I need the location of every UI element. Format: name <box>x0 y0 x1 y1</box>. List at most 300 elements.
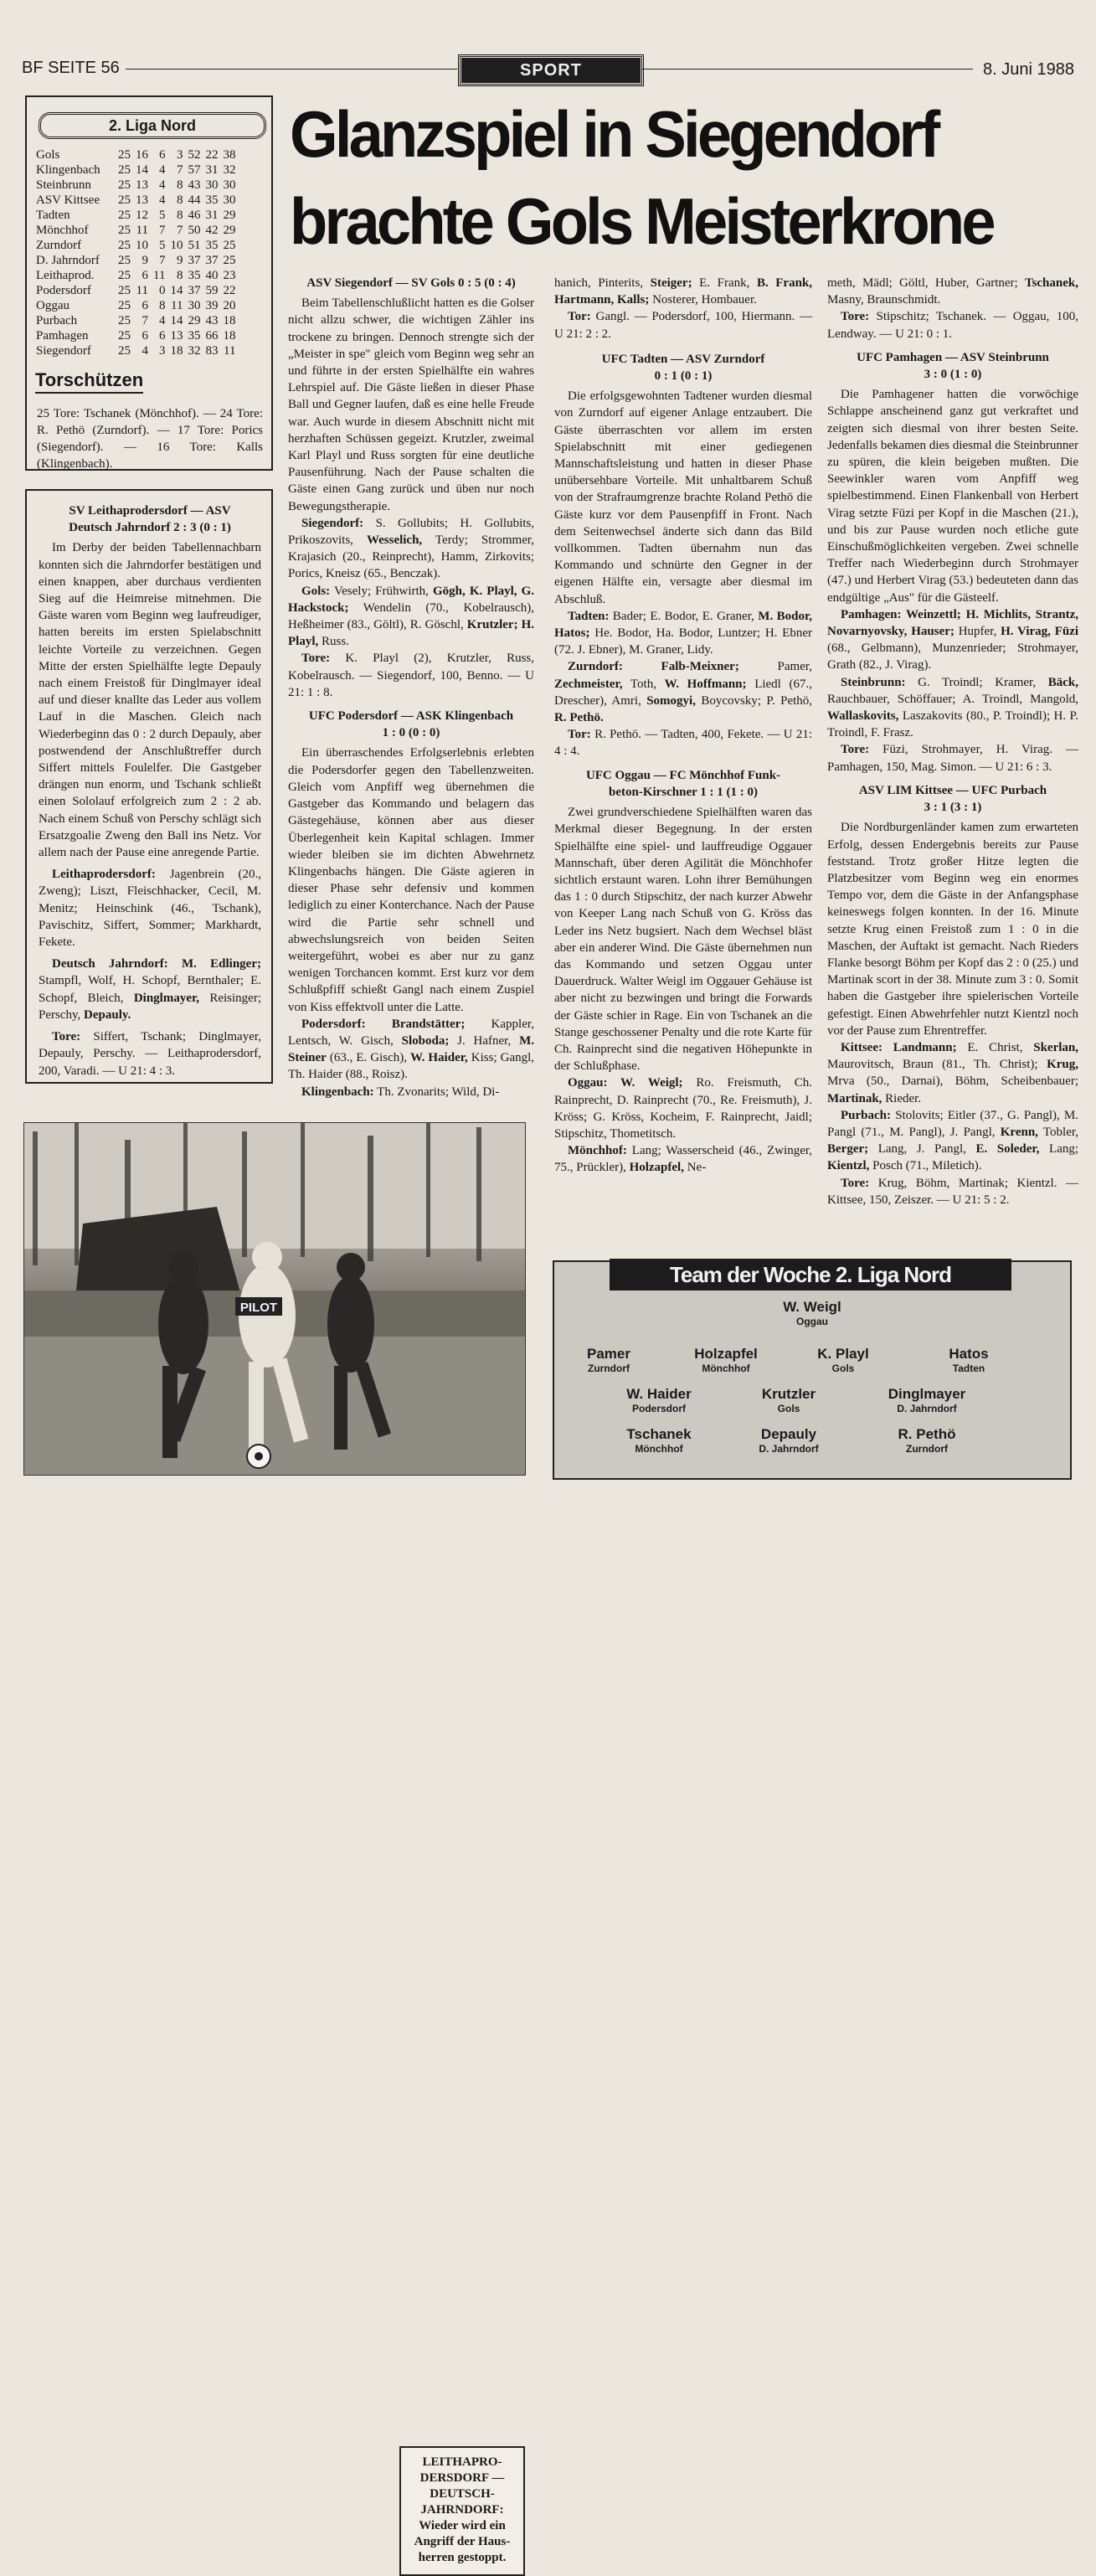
stat-value: 16 <box>136 148 148 162</box>
standings-box <box>25 95 273 471</box>
player-club: Zurndorf <box>588 1363 630 1374</box>
standings-row <box>33 328 238 343</box>
report-heading: Deutsch Jahrndorf 2 : 3 (0 : 1) <box>69 521 231 535</box>
caption-line: LEITHAPRO- <box>422 2455 502 2469</box>
report-heading: SV Leithaprodersdorf — ASV <box>69 504 231 518</box>
stat-value: 11 <box>136 224 148 237</box>
lineup-label: Siegendorf: <box>301 516 364 530</box>
report-heading: 0 : 1 (0 : 1) <box>654 369 713 384</box>
lineup-bold: Steiger; <box>650 276 692 290</box>
lineup-bold: Wallaskovits, <box>827 709 899 724</box>
stat-value: 66 <box>205 329 219 343</box>
stat-value: 6 <box>142 299 148 312</box>
stat-value: 39 <box>205 299 219 312</box>
team-name: Klingenbach <box>36 163 100 177</box>
lineup-text: E. Frank, <box>699 276 750 290</box>
stat-value: 25 <box>118 148 131 162</box>
player-club: Mönchhof <box>702 1363 750 1374</box>
goals-text: Stipschitz; Tschanek. — Oggau, 100, Lendway. — U 21: 0 : 1. <box>827 310 1079 341</box>
stat-value: 7 <box>176 163 183 177</box>
team-player <box>780 1346 906 1374</box>
team-name: Steinbrunn <box>36 178 91 192</box>
lineup-text: Th. Zvonarits; Wild, Di- <box>377 1084 500 1099</box>
report-heading: 3 : 1 (3 : 1) <box>924 801 982 815</box>
stat-value: 14 <box>136 163 148 177</box>
team-name: Siegendorf <box>36 344 91 358</box>
caption-line: JAHRNDORF: <box>420 2503 504 2517</box>
lineup-text: Liedl (67., Drescher), Amri, <box>554 677 813 708</box>
player-name: K. Playl <box>817 1346 869 1362</box>
standings-table <box>33 147 238 358</box>
lineup-bold: M. Bodor, Hatos; <box>554 609 813 641</box>
team-player <box>546 1346 671 1374</box>
player-club: Gols <box>831 1363 855 1374</box>
team-player <box>906 1346 1032 1374</box>
player-club: Oggau <box>796 1316 828 1327</box>
standings-row <box>33 208 238 223</box>
lineup-bold: Kientzl, <box>827 1159 870 1173</box>
lineup-text: Terdy; Strommer, Krajasich (20., Reinprecht), Hamm, Zirkovits; Porics, Kneisz (65., Benczak). <box>288 533 534 581</box>
lineup-text: Rauchbauer, Schöffauer; A. Troindl, Mangold, <box>827 692 1078 706</box>
stat-value: 50 <box>188 224 201 237</box>
caption-line: DERSDORF — <box>419 2471 505 2485</box>
player-name: Pamer <box>587 1346 630 1362</box>
player-club: Podersdorf <box>631 1403 686 1414</box>
report-text: Ein überraschendes Erfolgserlebnis erlebten die Podersdorfer gegen den Tabellenzweiten. Gleich vom Anpfiff weg übernehmen die Gastgeber das Kommando und belagern das Gästegehäuse, können aber aus dieser Überlegenheit kein Kapital schlagen. Immer wieder bleiben sie im dichten Abwehrnetz Klingenbachs hängen. Die Gäste agieren in dieser Phase sehr defensiv und kommen lediglich zu einer Konterchance. Nach der Pause wird die Partie sehr schnell und abwechslungsreich von beiden Seiten weitergeführt, wobei es aber nur zu ganz wenigen Torchancen kommt. Erst kurz vor dem Schlußpfiff schießt Gangl nach einem Zuspiel von Kiss effektvoll unter die Latte. <box>288 746 534 1014</box>
lineup-bold: Bäck, <box>1047 675 1079 689</box>
standings-row <box>33 343 238 358</box>
lineup-text: Mrva (50., Darnai), Böhm, Scheibenbauer; <box>827 1074 1078 1089</box>
report-heading: ASV Siegendorf — SV Gols 0 : 5 (0 : 4) <box>306 276 516 290</box>
goals-label: Tore: <box>841 310 870 324</box>
stat-value: 5 <box>158 239 166 252</box>
lineup-label: Deutsch Jahrndorf: M. Edlinger; <box>52 957 261 971</box>
stat-value: 29 <box>223 209 236 222</box>
caption-line: herren gestoppt. <box>418 2551 507 2564</box>
stat-value: 22 <box>205 148 219 162</box>
lineup-bold: Berger; <box>827 1142 869 1157</box>
stat-value: 9 <box>176 254 183 267</box>
team-player <box>749 1299 875 1327</box>
team-title: Team der Woche 2. Liga Nord <box>610 1259 1011 1291</box>
goals-text: Krug, Böhm, Martinak; Kientzl. — Kittsee, 150, Zeiszer. — U 21: 5 : 2. <box>827 1176 1078 1207</box>
goals-label: Tore: <box>52 1030 81 1044</box>
report-heading: UFC Podersdorf — ASK Klingenbach <box>308 709 514 724</box>
standings-row <box>33 223 238 238</box>
lineup-text: Pamer, <box>777 660 813 674</box>
lineup-text: Stampfl, Wolf, H. Schopf, Bernthaler; E. Schopf, Bleich, <box>39 974 261 1005</box>
lineup-text: He. Bodor, Ha. Bodor, Luntzer; H. Ebner (72. J. Ebner), M. Graner, Lidy. <box>554 626 812 657</box>
stat-value: 25 <box>118 254 131 267</box>
standings-row <box>33 162 238 178</box>
stat-value: 37 <box>205 254 219 267</box>
stat-value: 29 <box>188 314 201 327</box>
goals-text: Gangl. — Podersdorf, 100, Hiermann. — U 21: 2 : 2. <box>554 310 813 341</box>
lineup-bold: B. Frank, Hartmann, Kalls; <box>554 276 813 307</box>
stat-value: 3 <box>176 148 183 162</box>
player-club: Zurndorf <box>906 1443 948 1455</box>
stat-value: 31 <box>205 209 219 222</box>
header-rule-left <box>126 69 457 70</box>
report-leitha <box>39 499 261 1079</box>
stat-value: 83 <box>205 344 219 358</box>
column-3 <box>554 275 812 1177</box>
lineup-bold: E. Soleder, <box>975 1142 1040 1157</box>
lineup-bold: W. Hoffmann; <box>664 677 747 691</box>
jersey-sponsor: PILOT <box>239 1301 278 1315</box>
report-heading: UFC Pamhagen — ASV Steinbrunn <box>857 350 1049 364</box>
stat-value: 25 <box>118 329 131 343</box>
lineup-text: Stolovits; Eitler (37., G. Pangl), M. Pangl (71., M. Pangl), J. Pangl, <box>827 1108 1078 1139</box>
headline-line-1: Glanzspiel in Siegendorf <box>290 97 938 171</box>
goals-label: Tore: <box>841 743 870 757</box>
photo-caption <box>399 2446 525 2576</box>
standings-row <box>33 283 238 298</box>
lineup-label: Oggau: W. Weigl; <box>568 1076 683 1090</box>
team-name: D. Jahrndorf <box>36 254 100 267</box>
stat-value: 31 <box>205 163 219 177</box>
standings-row <box>33 238 238 253</box>
stat-value: 22 <box>223 284 236 297</box>
stat-value: 35 <box>205 239 219 252</box>
stat-value: 14 <box>170 314 183 327</box>
team-player <box>726 1386 852 1414</box>
team-of-the-week <box>553 1260 1072 1480</box>
stat-value: 13 <box>136 178 148 192</box>
stat-value: 25 <box>118 239 131 252</box>
stat-value: 7 <box>158 254 166 267</box>
player-name: W. Weigl <box>783 1299 841 1315</box>
stat-value: 25 <box>118 224 131 237</box>
team-player <box>596 1386 722 1414</box>
player-name: Krutzler <box>761 1386 816 1402</box>
lineup-text: (68., Gelbmann), Munzenrieder; Strohmayer, Grath (82., J. Virag). <box>827 641 1078 672</box>
report-text: Die Nordburgenländer kamen zum erwarteten Erfolg, dessen Endergebnis bereits zur Pause feststand. Trotz großer Hitze legten die Platzbesitzer vom Beginn weg ein enormes Tempo vor, dem die Gäste in der Anfangsphase keineswegs folgen konnten. In der 16. Minute setzte Krug einen Freistoß zum 1 : 0 in die Maschen, der Auftakt ist gemacht. Nach Rieders Flanke besorgt Böhm per Kopf das 2 : 0 (25.) und Martinak scort in der 38. Minute zum 3 : 0. Somit haben die Gastgeber ihre spielerischen Vorteile gefestigt. Einen Abwehrfehler nutzt Kientzl noch vor der Pause zum Ehrentreffer. <box>827 821 1078 1038</box>
lineup-text: Ne- <box>687 1161 707 1175</box>
caption-line: DEUTSCH- <box>430 2487 495 2501</box>
lineup-bold: Tschanek, <box>1024 276 1078 290</box>
stat-value: 0 <box>158 284 166 297</box>
stat-value: 6 <box>142 329 148 343</box>
stat-value: 11 <box>171 299 183 312</box>
stat-value: 32 <box>188 344 201 358</box>
report-heading: 3 : 0 (1 : 0) <box>924 368 982 382</box>
stat-value: 10 <box>170 239 183 252</box>
stat-value: 25 <box>118 284 131 297</box>
lineup-bold: Somogyi, <box>646 693 696 708</box>
stat-value: 44 <box>188 193 201 207</box>
caption-line: Angriff der Haus- <box>414 2535 511 2548</box>
lineup-bold: H. Virag, Füzi <box>1001 625 1079 639</box>
stat-value: 42 <box>205 224 219 237</box>
header-rule-right <box>641 69 973 70</box>
lineup-label: Purbach: <box>841 1108 891 1122</box>
stat-value: 7 <box>142 314 148 327</box>
stat-value: 43 <box>205 314 219 327</box>
team-player <box>864 1426 990 1455</box>
lineup-text: Hupfer, <box>958 625 997 639</box>
lineup-label: Leithaprodersdorf: <box>52 868 156 882</box>
stat-value: 9 <box>142 254 148 267</box>
lineup-label: Klingenbach: <box>301 1084 374 1099</box>
report-box-leitha <box>25 489 273 1084</box>
report-text: Beim Tabellenschlußlicht hatten es die Golser nicht allzu schwer, die wichtigen Zähler ins trockene zu bringen. Dennoch strengte sich der „Meister in spe" gleich vom Beginn weg sehr an und führte in der ersten Spielhälfte ein wahres Lehrspiel auf. Die Gäste ließen in dieser Phase Ball und Gegner laufen, daß es eine helle Freude war. Auch wurde in diesem Abschnitt nicht mit herzhaften Schüssen gegeizt. Krutzler, zweimal Karl Playl und Russ sorgten für eine deutliche Pausenführung. Nach der Pause schalten die Gäste einen Gang zurück und üben nur noch Bewegungstherapie. <box>288 296 534 513</box>
stat-value: 38 <box>223 148 236 162</box>
lineup-bold: Zechmeister, <box>554 677 623 691</box>
stat-value: 10 <box>136 239 148 252</box>
report-heading: beton-Kirschner 1 : 1 (1 : 0) <box>608 785 759 799</box>
lineup-label: Zurndorf: <box>568 660 623 674</box>
lineup-text: Toth, <box>630 677 656 691</box>
stat-value: 6 <box>158 329 166 343</box>
lineup-text: J. Hafner, <box>457 1033 512 1048</box>
lineup-text: Lang; Wasserscheid (46., Zwinger, 75., Prückler), <box>554 1144 812 1175</box>
lineup-text: Boycovsky; P. Pethö, <box>701 693 813 708</box>
lineup-text: Nosterer, Hombauer. <box>652 293 757 307</box>
goals-text: R. Pethö. — Tadten, 400, Fekete. — U 21: 4 : 4. <box>554 728 813 759</box>
stat-value: 8 <box>176 178 183 192</box>
stat-value: 30 <box>223 193 236 207</box>
stat-value: 59 <box>205 284 219 297</box>
caption-line: Wieder wird ein <box>419 2519 506 2532</box>
standings-row <box>33 147 238 162</box>
goals-text: Siffert, Tschank; Dinglmayer, Depauly, Perschy. — Leithaprodersdorf, 200, Varadi. — U 21: 4 : 3. <box>39 1030 261 1078</box>
lineup-bold: Martinak, <box>827 1091 882 1105</box>
team-player <box>596 1426 722 1455</box>
lineup-label: Kittsee: <box>841 1040 882 1054</box>
team-name: Podersdorf <box>36 284 91 297</box>
report-text: Die erfolgsgewohnten Tadtener wurden diesmal von Zurndorf auf eigener Anlage entzaubert. Die Gäste überraschten vor allem im ersten Spielabschnitt mit einer gediegenen Mannschaftsleistung und hatten in dieser Phase unübersehbare Vorteile. Mit unhaltbarem Schuß von der Strafraumgrenze brachte Roland Pethö die Gäste kurz vor dem Pausenpfiff in Front. Nach dem Seitenwechsel änderte sich dann das Bild vollkommen. Tadten übernahm nun das Kommando und schnürte den Gegner in der eigenen Hälfte ein, versagte aber diesmal im Abschluß. <box>554 389 812 606</box>
lineup-text: Kappler, Lentsch, W. Gisch, <box>288 1017 535 1048</box>
player-club: D. Jahrndorf <box>759 1443 819 1455</box>
stat-value: 4 <box>158 193 166 207</box>
scorers-text: 25 Tore: Tschanek (Mönchhof). — 24 Tore: R. Pethö (Zurndorf). — 17 Tore: Porics (Siegendorf). — 16 Tore: Kalls (Klingenbach). <box>37 407 263 471</box>
goals-label: Tore: <box>301 652 331 666</box>
lineup-label: Pamhagen: Weinzettl; H. Michlits, Strantz, Novarnyovsky, Hauser; <box>827 607 1078 639</box>
player-club: Gols <box>777 1403 800 1414</box>
lineup-text: Maurovitsch, Braun (81., Th. Christ); <box>827 1058 1038 1072</box>
lineup-text: Bader; E. Bodor, E. Graner, <box>612 609 754 623</box>
report-text: Im Derby der beiden Tabellennachbarn konnten sich die Jahrndorfer bestätigen und einen knappen, aber durchaus verdienten Sieg auf die Heimreise mitnehmen. Die Gäste waren vom Beginn weg laufreudiger, hatten bereits im ersten Spielabschnitt leichte Vorteile zu verzeichnen. Gegen Mitte der ersten Spielhälfte legte Depauly nach einem Freistoß für Dinglmayer ideal auf und dieser knallte das Leder aus vollem Lauf in die Maschen. Gleich nach Wiederbeginn das 0 : 2 durch Depauly, aber postwendend der Anschlußtreffer durch Siffert mittels Foulelfer. Die Gastgeber drängen nun enorm, und Tschank schließt einen Sololauf erfolgreich zum 2 : 2 ab. Nach einem Schuß von Perschy schlägt sich Ersatzgoalie Zweng den Ball ins Netz. Vor allem nach der Pause eine anregende Partie. <box>39 541 261 860</box>
stat-value: 18 <box>223 329 236 343</box>
stat-value: 52 <box>188 148 201 162</box>
stat-value: 35 <box>188 329 201 343</box>
stat-value: 12 <box>136 209 148 222</box>
lineup-text: Ro. Freismuth, Ch. Rainprecht, D. Rainprecht (70., Re. Freismuth), J. Kröss; G. Kröss, Kocheim, F. Rainprecht, Jaidl; Stipschitz, Thometitsch. <box>554 1076 812 1141</box>
stat-value: 4 <box>142 344 148 358</box>
stat-value: 25 <box>223 254 236 267</box>
lineup-text: E. Christ, <box>967 1040 1023 1054</box>
stat-value: 4 <box>158 314 166 327</box>
stat-value: 20 <box>223 299 236 312</box>
goals-label: Tore: <box>841 1176 870 1190</box>
stat-value: 6 <box>158 148 166 162</box>
lineup-text: Laszakovits (80., P. Troindl); H. P. Troindl, F. Frasz. <box>827 709 1078 740</box>
stat-value: 18 <box>170 344 183 358</box>
lineup-bold: Dinglmayer, <box>133 991 200 1005</box>
stat-value: 5 <box>158 209 166 222</box>
stat-value: 25 <box>118 314 131 327</box>
standings-title: 2. Liga Nord <box>39 112 266 139</box>
standings-row <box>33 313 238 328</box>
standings-row <box>33 193 238 208</box>
stat-value: 37 <box>188 254 201 267</box>
section-label: SPORT <box>459 55 643 85</box>
photo-illustration <box>24 1123 525 1475</box>
stat-value: 7 <box>176 224 183 237</box>
lineup-bold: Holzapfel, <box>629 1161 684 1175</box>
report-heading: ASV LIM Kittsee — UFC Purbach <box>858 783 1047 797</box>
team-name: Mönchhof <box>36 224 89 237</box>
player-name: R. Pethö <box>898 1426 956 1442</box>
standings-row <box>33 253 238 268</box>
report-heading: 1 : 0 (0 : 0) <box>382 726 440 740</box>
lineup-text: S. Gollubits; H. Gollubits, Prikoszovits, <box>288 516 534 548</box>
team-player <box>663 1346 789 1374</box>
team-name: Tadten <box>36 209 70 222</box>
lineup-bold: Gögh, K. Playl, G. Hackstock; <box>288 584 535 615</box>
standings-row <box>33 298 238 313</box>
stat-value: 32 <box>223 163 236 177</box>
stat-value: 8 <box>176 193 183 207</box>
stat-value: 13 <box>136 193 148 207</box>
player-club: D. Jahrndorf <box>897 1403 957 1414</box>
lineup-bold: Sloboda; <box>401 1033 450 1048</box>
report-text: Zwei grundverschiedene Spielhälften waren das Merkmal dieser Begegnung. In der ersten Spielhälfte eine spiel- und lauffreudige Oggauer Mannschaft, über deren Agilität die Mönchhofer sichtlich erstaunt waren. Lohn ihrer Bemühungen das 1 : 0 durch Stipschitz, der nach kurzer Abwehr von Keeper Lang nach Schuß von G. Kröss das Leder ins Netz bugsiert. Nach dem Wechsel bläst aber ein anderer Wind. Die Gäste übernehmen nun das Kommando und setzen Oggau unter Dauerdruck. Walter Weigl im Oggauer Gehäuse ist aber nicht zu bezwingen und bringt die Forwards der Gäste schier in Rage. Ein von Tschanek an die Stange geschossener Penalty und die rote Karte für Ch. Rainprecht sind die negativen Höhepunkte in der Schlußphase. <box>554 806 812 1074</box>
team-name: Gols <box>36 148 60 162</box>
lineup-text: Kiss; Gangl, Th. Haider (88., Roisz). <box>288 1051 535 1082</box>
lineup-bold: Brandstätter; <box>391 1017 466 1031</box>
team-name: Pamhagen <box>36 329 89 343</box>
stat-value: 6 <box>142 269 148 282</box>
lineup-bold: R. Pethö. <box>554 711 604 725</box>
standings-row <box>33 268 238 283</box>
stat-value: 35 <box>188 269 201 282</box>
column-4 <box>827 275 1078 1208</box>
stat-value: 7 <box>158 224 166 237</box>
scorers-title: Torschützen <box>35 369 143 394</box>
lineup-label: Mönchhof: <box>568 1144 627 1158</box>
goals-label: Tor: <box>568 310 591 324</box>
stat-value: 51 <box>188 239 201 252</box>
match-photo <box>23 1122 526 2564</box>
lineup-text: Masny, Braunschmidt. <box>827 293 941 307</box>
stat-value: 29 <box>223 224 236 237</box>
player-name: Holzapfel <box>694 1346 758 1362</box>
lineup-bold: Skerlan, <box>1033 1040 1079 1054</box>
lineup-bold: Landmann; <box>893 1040 957 1054</box>
goals-text: K. Playl (2), Krutzler, Russ, Kobelrausch. — Siegendorf, 100, Benno. — U 21: 1 : 8. <box>288 652 535 699</box>
lineup-bold: Krug, <box>1047 1058 1079 1072</box>
lineup-bold: Krutzler; H. Playl, <box>288 618 535 649</box>
stat-value: 13 <box>170 329 183 343</box>
lineup-text: Russ. <box>322 635 349 649</box>
lineup-text: meth, Mädl; Göltl, Huber, Gartner; <box>827 276 1018 290</box>
lineup-text: G. Troindl; Kramer, <box>918 675 1037 689</box>
team-player <box>864 1386 990 1414</box>
lineup-label: Gols: <box>301 584 331 598</box>
headline <box>290 90 1037 265</box>
page-number: BF SEITE 56 <box>22 59 120 77</box>
stat-value: 25 <box>118 209 131 222</box>
goals-label: Tor: <box>568 728 591 742</box>
lineup-text: hanich, Pinterits, <box>554 276 644 290</box>
stat-value: 40 <box>205 269 219 282</box>
stat-value: 46 <box>188 209 201 222</box>
stat-value: 25 <box>118 344 131 358</box>
stat-value: 25 <box>118 299 131 312</box>
lineup-bold: M. Steiner <box>288 1033 535 1065</box>
stat-value: 4 <box>158 178 166 192</box>
headline-line-2: brachte Gols Meisterkrone <box>290 184 993 258</box>
report-text: Die Pamhagener hatten die vorwöchige Schlappe anscheinend ganz gut verkraftet und zeigten sich diesmal von ihrer besten Seite. Jedenfalls bekamen dies diesmal die Steinbrunner zu spüren, die klein beigeben mußten. Die Seewinkler waren vom Anpfiff weg spielbestimmend. Einen Flankenball von Herbert Virag setzte Füzi per Kopf in die Maschen (21.), und bis zur Pause wurden noch etliche gute Einschußmöglichkeiten vergeben. Zwei schnelle Treffer nach Wiederbeginn durch Strohmayer (47.) und Herbert Virag (53.) bedeuteten dann das endgültige „Aus" für die Gästeelf. <box>827 388 1078 605</box>
player-name: W. Haider <box>626 1386 692 1402</box>
player-name: Depauly <box>760 1426 817 1442</box>
lineup-bold: Falb-Meixner; <box>661 660 739 674</box>
stat-value: 30 <box>223 178 236 192</box>
lineup-text: Wendelin (70., Kobelrausch), Heßheimer (83., Göltl), R. Göschl, <box>288 600 534 632</box>
player-name: Dinglmayer <box>888 1386 966 1402</box>
stat-value: 8 <box>176 209 183 222</box>
stat-value: 25 <box>118 269 131 282</box>
lineup-bold: Depauly. <box>84 1007 131 1022</box>
stat-value: 25 <box>118 178 131 192</box>
stat-value: 25 <box>118 163 131 177</box>
lineup-text: Vesely; Frühwirth, <box>333 584 429 598</box>
lineup-text: Rieder. <box>885 1091 922 1105</box>
player-club: Tadten <box>952 1363 985 1374</box>
team-name: Zurndorf <box>36 239 82 252</box>
lineup-text: Tobler, <box>1042 1125 1079 1139</box>
stat-value: 3 <box>158 344 166 358</box>
lineup-label: Podersdorf: <box>301 1017 366 1031</box>
column-2 <box>288 275 534 1100</box>
stat-value: 8 <box>158 299 166 312</box>
lineup-text: Jagenbrein (20., Zweng); Liszt, Fleischhacker, Cecil, M. Menitz; Heinschink (46., Tschank), Pavischitz, Siffert, Sommer; Markhardt, Fekete. <box>39 868 262 950</box>
lineup-label: Tadten: <box>568 609 610 623</box>
team-name: Oggau <box>36 299 69 312</box>
stat-value: 25 <box>118 193 131 207</box>
lineup-text: Reisinger; Perschy, <box>39 991 261 1022</box>
player-name: Hatos <box>949 1346 989 1362</box>
player-name: Tschanek <box>626 1426 692 1442</box>
lineup-text: Posch (71., Miletich). <box>872 1159 982 1173</box>
stat-value: 35 <box>205 193 219 207</box>
team-name: Leithaprod. <box>36 269 95 282</box>
stat-value: 18 <box>223 314 236 327</box>
stat-value: 25 <box>223 239 236 252</box>
lineup-label: Steinbrunn: <box>841 675 906 689</box>
stat-value: 43 <box>188 178 201 192</box>
team-name: Purbach <box>36 314 78 327</box>
lineup-bold: W. Haider, <box>410 1051 468 1065</box>
stat-value: 8 <box>176 269 183 282</box>
lineup-text: (63., E. Gisch), <box>329 1051 407 1065</box>
stat-value: 57 <box>188 163 201 177</box>
issue-date: 8. Juni 1988 <box>983 60 1074 79</box>
lineup-bold: Wesselich, <box>366 533 423 548</box>
report-heading: UFC Tadten — ASV Zurndorf <box>601 352 765 366</box>
stat-value: 14 <box>170 284 183 297</box>
stat-value: 11 <box>153 269 166 282</box>
stat-value: 11 <box>224 344 236 358</box>
report-heading: UFC Oggau — FC Mönchhof Funk- <box>585 768 781 782</box>
stat-value: 30 <box>188 299 201 312</box>
lineup-text: Lang, J. Pangl, <box>877 1142 966 1157</box>
player-club: Mönchhof <box>635 1443 683 1455</box>
stat-value: 11 <box>136 284 148 297</box>
stat-value: 4 <box>158 163 166 177</box>
